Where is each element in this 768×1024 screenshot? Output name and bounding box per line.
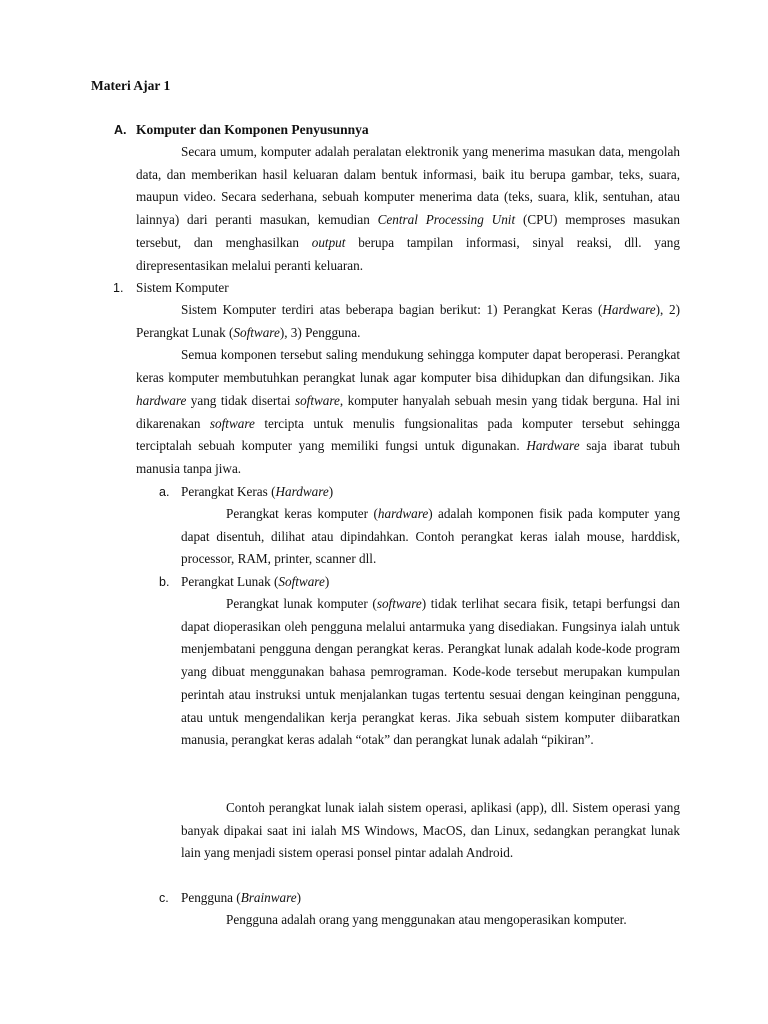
sub-c-marker: c. [159, 891, 169, 905]
text-run: berupa tampilan informasi, sinyal reaksi, dll. yang direpresentasikan melalui peranti keluaran. [136, 234, 680, 273]
italic-term: Software [278, 574, 325, 589]
document-title: Materi Ajar 1 [91, 78, 171, 93]
italic-term: hardware [377, 506, 429, 521]
sub-a-marker: a. [159, 485, 170, 499]
item-1-title: Sistem Komputer [136, 280, 229, 295]
italic-term: Central Processing Unit [377, 212, 516, 228]
italic-term: Brainware [240, 890, 297, 905]
text-run: ), 3) Pengguna. [279, 324, 361, 340]
italic-term: output [311, 234, 346, 250]
section-a-paragraph-text [136, 141, 680, 277]
sub-a-paragraph [181, 503, 680, 571]
text-run: Semua komponen tersebut saling mendukung sehingga komputer dapat beroperasi. Perangkat keras komputer membutuhkan perangkat lunak agar komputer bisa dihidupkan dan difungsikan. Jika [136, 347, 680, 386]
sub-b-marker: b. [159, 575, 170, 589]
italic-term: Hardware [526, 438, 580, 454]
italic-term: Hardware [602, 302, 656, 317]
text-run: ) adalah komponen fisik pada komputer yang dapat disentuh, dilihat atau dipindahkan. Contoh perangkat keras ialah mouse, harddisk, processor, RAM, printer, scanner dll. [181, 506, 680, 567]
item-1-marker: 1. [113, 281, 124, 295]
text-run: Contoh perangkat lunak ialah sistem operasi, aplikasi (app), dll. Sistem operasi yang banyak dipakai saat ini ialah MS Windows, MacOS, dan Linux, sedangkan perangkat lunak lain yang menjadi sistem operasi ponsel pintar adalah Android. [181, 800, 680, 861]
section-a-title: Komputer dan Komponen Penyusunnya [136, 122, 369, 137]
text-run: Secara umum, komputer adalah peralatan elektronik yang menerima masukan data, mengolah data, dan memberikan hasil keluaran dalam bentuk informasi, baik itu berupa gambar, teks, suara, maupun video. Secara sederhana, sebuah komputer menerima data (teks, suara, klik, sentuhan, atau lainnya) dari peranti masukan, kemudian [136, 144, 680, 228]
sub-a-title [181, 481, 333, 504]
text-run: saja ibarat tubuh manusia tanpa jiwa. [136, 438, 680, 476]
italic-term: Software [233, 324, 280, 340]
italic-term: software [209, 415, 255, 431]
text-run: Perangkat Lunak ( [181, 574, 279, 589]
italic-term: software [294, 392, 340, 408]
sub-a-body [181, 503, 680, 571]
text-run: Perangkat Keras ( [181, 484, 276, 499]
text-run: ) tidak terlihat secara fisik, tetapi berfungsi dan dapat dioperasikan oleh pengguna melalui antarmuka yang disediakan. Fungsinya ialah untuk menjembatani pengguna dengan perangkat keras. Perangkat lunak adalah kode-kode program yang dibuat menggunakan bahasa pemrograman. Kode-kode tersebut merupakan kumpulan perintah atau instruksi untuk menjalankan tugas tertentu sesuai dengan keinginan pengguna, atau untuk mengendalikan kerja perangkat keras. Jika sebuah sistem komputer diibaratkan manusia, perangkat keras adalah “otak” dan perangkat lunak adalah “pikiran”. [181, 596, 680, 748]
section-a-paragraph [136, 141, 680, 277]
text-run: ), 2) Perangkat Lunak ( [136, 302, 680, 340]
text-run: ) [328, 484, 334, 499]
sub-b-title [181, 571, 329, 594]
text-run: yang tidak disertai [186, 392, 295, 408]
sub-b-paragraph-1 [181, 593, 680, 752]
sub-b-body-2 [181, 797, 680, 865]
text-run: , komputer hanyalah sebuah mesin yang tidak berguna. Hal ini dikarenakan [136, 392, 680, 431]
sub-c-title [181, 887, 301, 910]
text-run: (CPU) memproses masukan tersebut, dan menghasilkan [136, 212, 680, 250]
text-run: Sistem Komputer terdiri atas beberapa bagian berikut: 1) Perangkat Keras ( [181, 302, 603, 317]
text-run: Pengguna ( [181, 890, 241, 905]
italic-term: Hardware [275, 484, 329, 499]
text-run: Perangkat keras komputer ( [226, 506, 378, 521]
sub-c-paragraph [181, 909, 680, 932]
italic-term: hardware [136, 392, 187, 408]
sub-b-paragraph-2 [181, 797, 680, 865]
section-a-marker: A. [114, 123, 127, 137]
text-run: Perangkat lunak komputer ( [226, 596, 377, 611]
text-run: ) [324, 574, 330, 589]
item-1-paragraph-2 [136, 344, 680, 480]
text-run: ) [296, 890, 302, 905]
item-1-paragraph-1 [136, 299, 680, 344]
sub-c-body [181, 909, 680, 932]
item-1-body [136, 299, 680, 481]
text-run: tercipta untuk menulis fungsionalitas pada komputer tersebut sehingga terciptalah sebuah komputer yang memiliki fungsi untuk digunakan. [136, 415, 680, 454]
sub-b-body-1 [181, 593, 680, 752]
italic-term: software [376, 596, 422, 611]
text-run: Pengguna adalah orang yang menggunakan atau mengoperasikan komputer. [226, 912, 627, 927]
